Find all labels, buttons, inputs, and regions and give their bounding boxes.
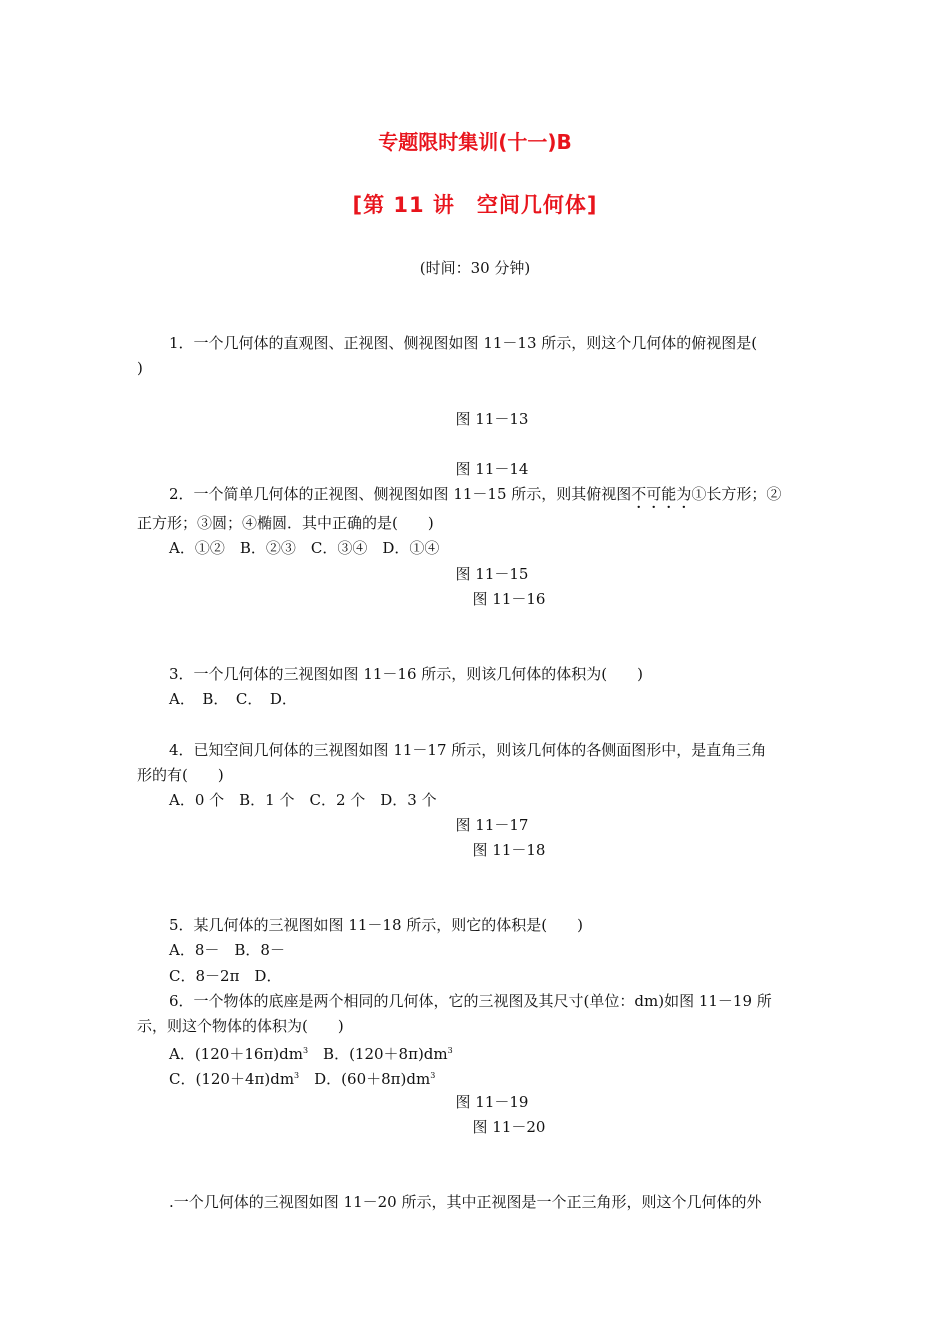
time-note: (时间：30 分钟): [419, 259, 531, 277]
q2-line1: [169, 484, 781, 504]
q5-line1: 5．某几何体的三视图如图 11－18 所示，则它的体积是( ): [169, 916, 583, 934]
q2-emphasis-2: 可: [646, 485, 662, 503]
q3-options: A． B． C． D．: [169, 690, 297, 708]
q2-figure-caption-a: 图 11－15: [455, 565, 529, 583]
q1-line1: 1．一个几何体的直观图、正视图、侧视图如图 11－13 所示，则这个几何体的俯视图是(: [169, 334, 758, 352]
q6-options-cd: [169, 1066, 435, 1089]
q4-line2: 形的有( ): [137, 766, 224, 784]
q7-line1: .一个几何体的三视图如图 11－20 所示，其中正视图是一个正三角形，则这个几何体的外: [169, 1193, 762, 1211]
q4-figure-caption-b: 图 11－18: [472, 841, 546, 859]
q2-line1-post: ①长方形；②: [691, 485, 782, 503]
q6-option-a-exponent: 3: [302, 1046, 309, 1055]
q6-options-ab: [169, 1041, 453, 1064]
q6-line1: 6．一个物体的底座是两个相同的几何体，它的三视图及其尺寸(单位：dm)如图 11－19 所: [169, 992, 772, 1010]
q2-line1-pre: 2．一个简单几何体的正视图、侧视图如图 11－15 所示，则其俯视图: [169, 485, 632, 503]
page-title: 专题限时集训(十一)B: [378, 130, 572, 154]
q3-line1: 3．一个几何体的三视图如图 11－16 所示，则该几何体的体积为( ): [169, 665, 643, 683]
q6-figure-caption-a: 图 11－19: [455, 1093, 529, 1111]
q2-emphasis-1: 不: [631, 485, 647, 503]
q6-option-c: C．(120＋4π)dm: [169, 1070, 295, 1088]
q5-options-ab: A．8－ B．8－: [169, 941, 285, 959]
q6-option-b-exponent: 3: [447, 1046, 453, 1055]
q2-line2: 正方形；③圆；④椭圆．其中正确的是( ): [137, 514, 434, 532]
q2-emphasis-3: 能: [661, 485, 677, 503]
q6-option-b: B．(120＋8π)dm: [308, 1045, 448, 1063]
q6-option-a: A．(120＋16π)dm: [169, 1045, 303, 1063]
q6-figure-caption-b: 图 11－20: [472, 1118, 546, 1136]
q2-options: A．①② B．②③ C．③④ D．①④: [169, 539, 440, 557]
q2-figure-caption-b: 图 11－16: [472, 590, 546, 608]
q1-figure-caption-a: 图 11－13: [455, 410, 529, 428]
q6-line2: 示，则这个物体的体积为( ): [137, 1017, 344, 1035]
q4-line1: 4．已知空间几何体的三视图如图 11－17 所示，则该几何体的各侧面图形中，是直角三角: [169, 741, 767, 759]
q6-option-d-exponent: 3: [430, 1071, 436, 1080]
q4-figure-caption-a: 图 11－17: [455, 816, 529, 834]
q6-option-d: D．(60＋8π)dm: [299, 1070, 431, 1088]
q1-figure-caption-b: 图 11－14: [455, 460, 529, 478]
page-subtitle: [第 11 讲 空间几何体]: [352, 193, 598, 217]
q2-emphasis-4: 为: [676, 485, 692, 503]
q5-options-cd: C．8－2π D．: [169, 967, 282, 985]
q6-option-c-exponent: 3: [294, 1071, 300, 1080]
q1-line2: ): [137, 359, 143, 377]
q4-options: A．0 个 B．1 个 C．2 个 D．3 个: [169, 791, 437, 809]
